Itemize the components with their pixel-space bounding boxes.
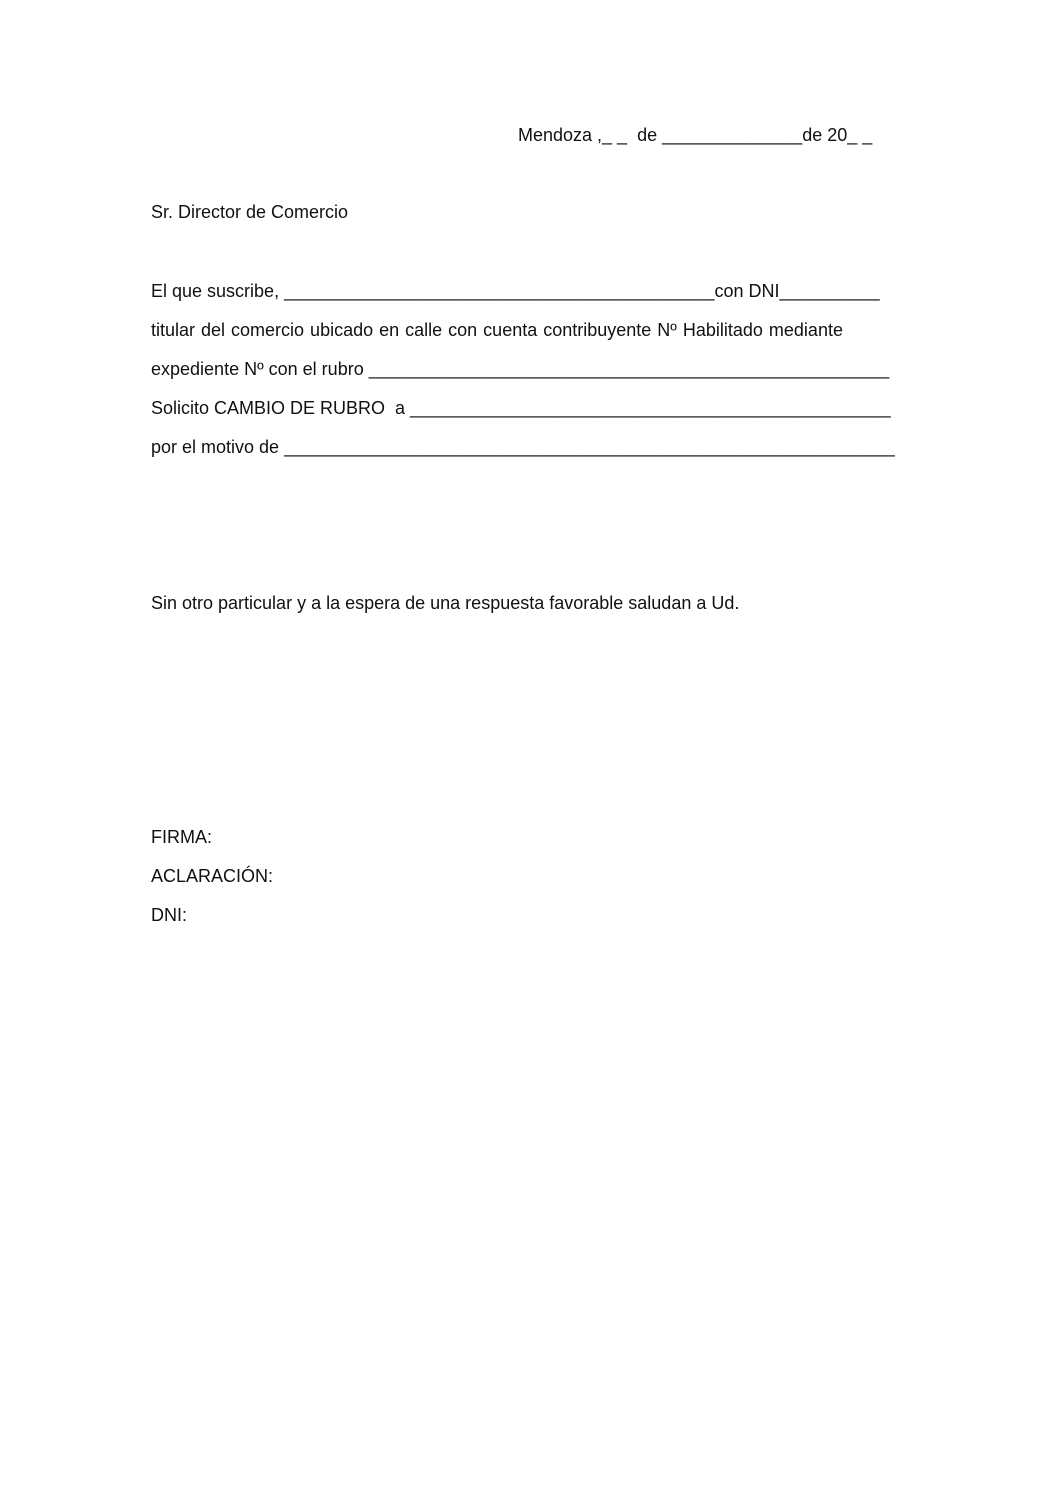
signature-aclaracion-label: ACLARACIÓN: — [151, 866, 274, 886]
body-line-4: Solicito CAMBIO DE RUBRO a ________________________________________________ — [151, 398, 891, 418]
body-line-2: titular del comercio ubicado en calle con cuenta contribuyente Nº Habilitado mediante — [151, 320, 843, 340]
closing-line: Sin otro particular y a la espera de una respuesta favorable saludan a Ud. — [151, 593, 740, 613]
date-line: Mendoza ,_ _ de ______________de 20_ _ — [518, 125, 873, 145]
body-line-5: por el motivo de _____________________________________________________________ — [151, 437, 895, 457]
body-line-1: El que suscribe, ___________________________________________con DNI__________ — [151, 281, 880, 301]
signature-firma-label: FIRMA: — [151, 827, 212, 847]
recipient-line: Sr. Director de Comercio — [151, 202, 349, 222]
signature-dni-label: DNI: — [151, 905, 187, 925]
body-line-3: expediente Nº con el rubro ____________________________________________________ — [151, 359, 890, 379]
